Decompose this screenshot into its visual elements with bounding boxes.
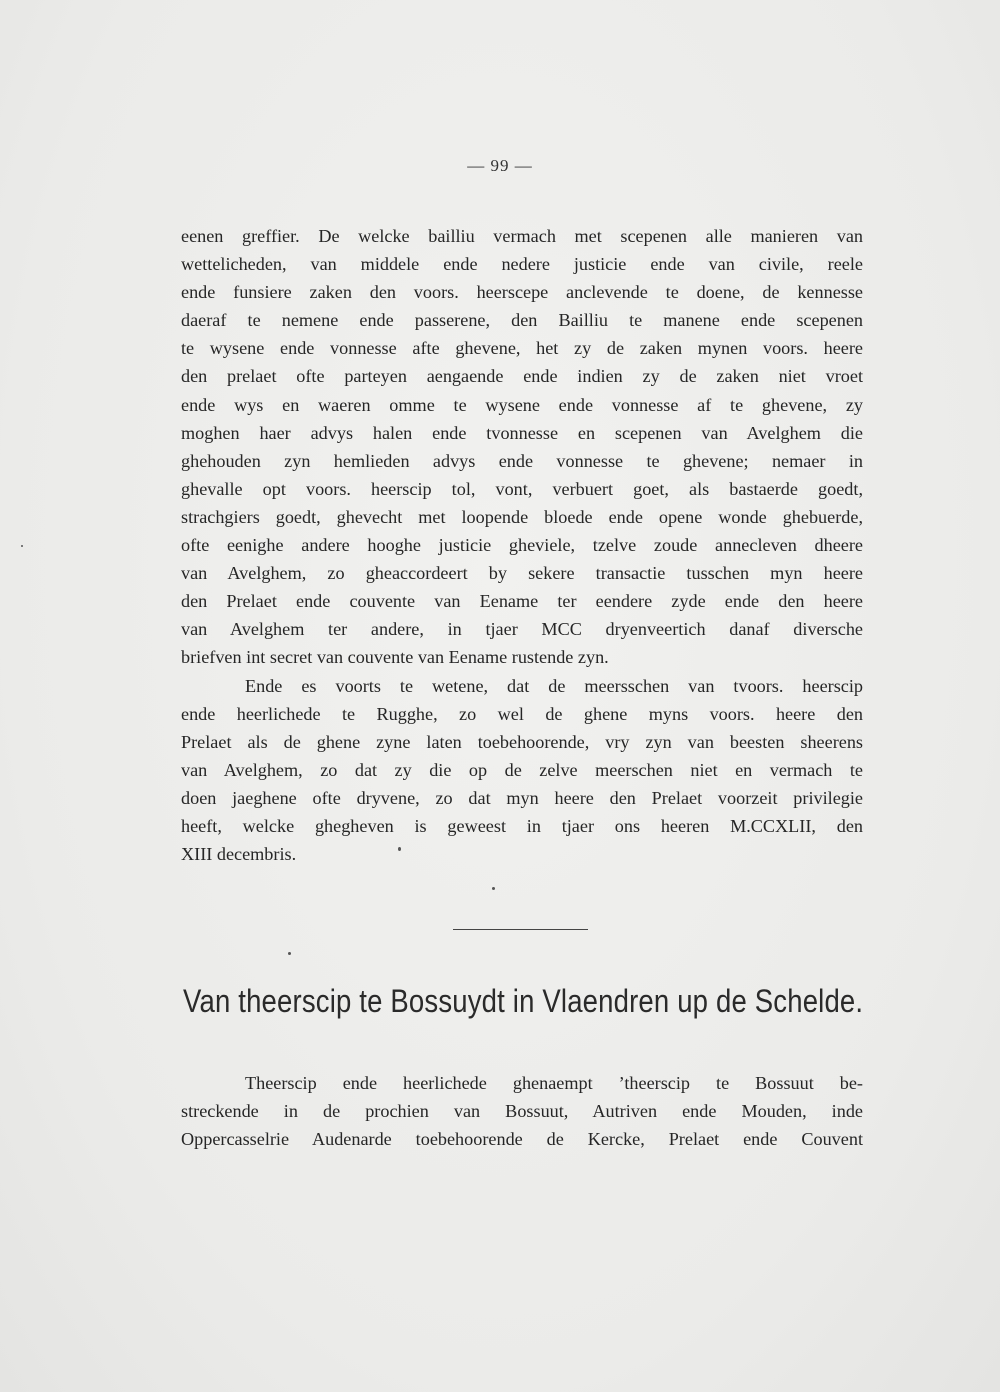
- ink-speck: [21, 545, 23, 547]
- text-line: moghen haer advys halen ende tvonnesse en scepenen van Avelghem die: [181, 422, 863, 443]
- ink-speck: [288, 952, 291, 955]
- text-line: van Avelghem, zo gheaccordeert by sekere transactie tusschen myn heere: [181, 563, 863, 584]
- text-line: eenen greffier. De welcke bailliu vermach met scepenen alle manieren van: [181, 226, 863, 246]
- text-line: briefven int secret van couvente van Eename rustende zyn.: [181, 647, 609, 668]
- text-line: van Avelghem ter andere, in tjaer MCC dryenveertich danaf diversche: [181, 619, 863, 640]
- body-paragraphs: [181, 222, 863, 868]
- section-title: Van theerscip te Bossuydt in Vlaendren up de Schelde.: [183, 983, 864, 1019]
- text-line: Prelaet als de ghene zyne laten toebehoorende, vry zyn van beesten sheerens: [181, 731, 863, 752]
- text-line: ende funsiere zaken den voors. heerscepe anclevende te doene, de kennesse: [181, 282, 863, 303]
- text-line: streckende in de prochien van Bossuut, Autriven ende Mouden, inde: [181, 1101, 863, 1122]
- text-line: Oppercasselrie Audenarde toebehoorende de Kercke, Prelaet ende Couvent: [181, 1129, 863, 1150]
- text-line: Theerscip ende heerlichede ghenaempt ’theerscip te Bossuut be-: [245, 1073, 863, 1093]
- text-line: den Prelaet ende couvente van Eename ter eendere zyde ende den heere: [181, 591, 863, 612]
- text-line: strachgiers goedt, ghevecht met loopende bloede ende opene wonde ghebuerde,: [181, 506, 863, 527]
- page-number: — 99 —: [467, 156, 533, 175]
- text-line: ghehouden zyn hemlieden advys ende vonnesse te ghevene; nemaer in: [181, 450, 863, 471]
- ink-speck: [398, 847, 401, 851]
- text-line: van Avelghem, zo dat zy die op de zelve meerschen niet en vermach te: [181, 759, 863, 780]
- text-line: Ende es voorts te wetene, dat de meersschen van tvoors. heerscip: [245, 675, 863, 696]
- text-line: daeraf te nemene ende passerene, den Bailliu te manene ende scepenen: [181, 310, 863, 331]
- text-line: ende heerlichede te Rugghe, zo wel de ghene myns voors. heere den: [181, 703, 863, 724]
- text-line: XIII decembris.: [181, 844, 297, 865]
- text-line: doen jaeghene ofte dryvene, zo dat myn heere den Prelaet voorzeit privilegie: [181, 787, 863, 808]
- ink-speck: [492, 887, 495, 890]
- text-line: wettelicheden, van middele ende nedere justicie ende van civile, reele: [181, 254, 863, 275]
- text-line: ende wys en waeren omme te wysene ende vonnesse af te ghevene, zy: [181, 394, 863, 415]
- text-line: heeft, welcke ghegheven is geweest in tjaer ons heeren M.CCXLII, den: [181, 815, 863, 836]
- text-line: ofte eenighe andere hooghe justicie gheviele, tzelve zoude annecleven dheere: [181, 535, 863, 556]
- text-line: te wysene ende vonnesse afte ghevene, het zy de zaken mynen voors. heere: [181, 338, 863, 359]
- section-divider: [453, 929, 588, 930]
- section-paragraph: [181, 1069, 863, 1153]
- text-line: ghevalle opt voors. heerscip tol, vont, verbuert goet, als bastaerde goedt,: [181, 478, 863, 499]
- text-line: den prelaet ofte parteyen aengaende ende indien zy de zaken niet vroet: [181, 366, 863, 387]
